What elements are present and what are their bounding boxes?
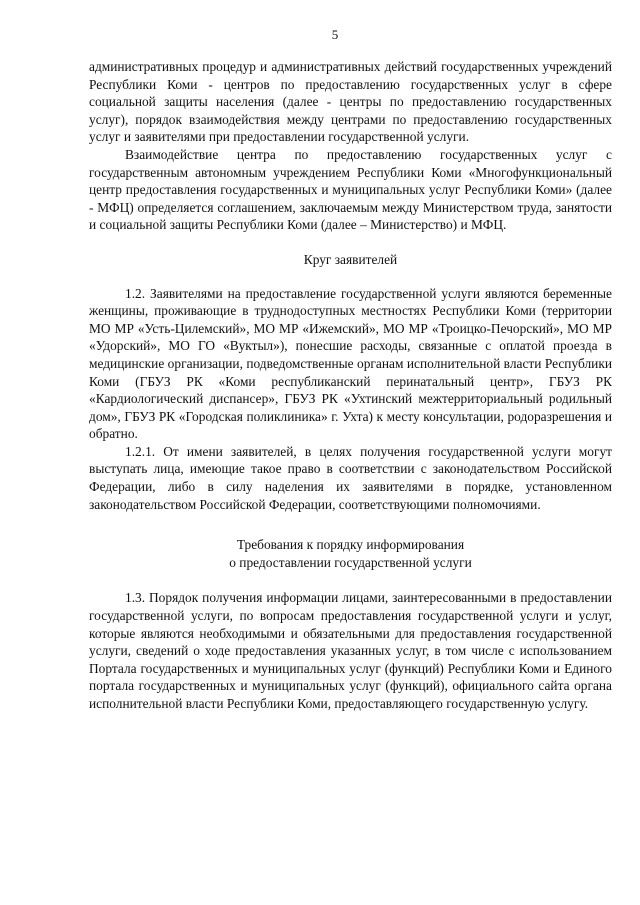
section-heading-informing-line1: Требования к порядку информирования	[236, 537, 465, 553]
paragraph-1-2: 1.2. Заявителями на предоставление государственной услуги являются беременные женщины, проживающие в труднодоступных местностях Республики Коми (территории МО МР «Усть-Цилемский», МО МР «Ижемский», МО МР «Троицко-Печорский», МО МР «Удорский», МО ГО «Вуктыл»), понесшие расходы, связанные с оплатой проезда в медицинские организации, подведомственные органам исполнительной власти Республики Коми (ГБУЗ РК «Коми республиканский перинатальный центр», ГБУЗ РК «Кардиологический диспансер», ГБУЗ РК «Ухтинский межтерриториальный родильный дом», ГБУЗ РК «Городская поликлиника» г. Ухта) к месту консультации, родоразрешения и обратно.	[89, 285, 612, 442]
paragraph-mfc-interaction: Взаимодействие центра по предоставлению государственных услуг с государственным автономным учреждением Республики Коми «Многофункциональный центр предоставления государственных и муниципальных услуг Республики Коми» (далее - МФЦ) определяется соглашением, заключаемым между Министерством труда, занятости и социальной защиты Республики Коми (далее – Министерство) и МФЦ.	[89, 146, 612, 233]
document-body	[89, 58, 612, 713]
section-heading-informing-line2: о предоставлении государственной услуги	[229, 554, 472, 570]
page-number: 5	[331, 27, 339, 42]
paragraph-procedures: административных процедур и административных действий государственных учреждений Республики Коми - центров по предоставлению государственных услуг в сфере социальной защиты населения (далее - центры по предоставлению государственных услуг), порядок взаимодействия между центрами по предоставлению государственных услуг и заявителями при предоставлении государственной услуги.	[89, 59, 612, 145]
paragraph-1-3: 1.3. Порядок получения информации лицами, заинтересованными в предоставлении государственной услуги, по вопросам предоставления государственной услуги и услуг, которые являются необходимыми и обязательными для предоставления государственной услуги, сведений о ходе предоставления указанных услуг, в том числе с использованием Портала государственных и муниципальных услуг (функций) Республики Коми и Единого портала государственных и муниципальных услуг (функций), официального сайта органа исполнительной власти Республики Коми, предоставляющего государственную услугу.	[89, 590, 612, 711]
paragraph-1-2-1: 1.2.1. От имени заявителей, в целях получения государственной услуги могут выступать лица, имеющие такое право в соответствии с законодательством Российской Федерации, либо в силу наделения их заявителями в порядке, установленном законодательством Российской Федерации, соответствующими полномочиями.	[89, 443, 612, 512]
section-heading-informing	[89, 536, 612, 571]
section-heading-applicants: Круг заявителей	[303, 251, 398, 267]
